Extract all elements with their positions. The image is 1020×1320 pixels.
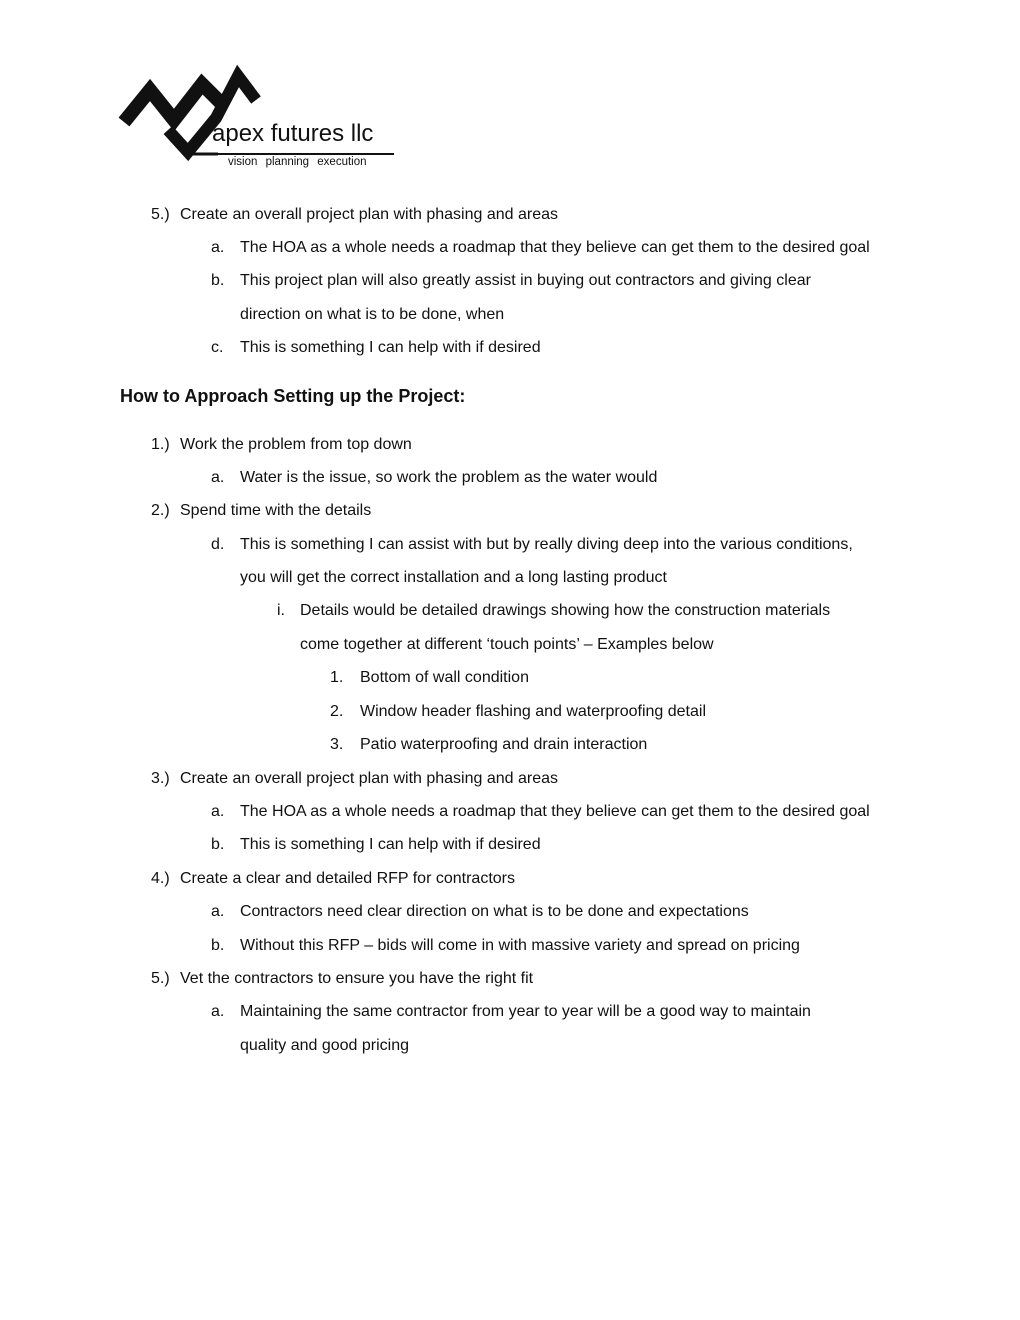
list-item-text: Window header flashing and waterproofing detail	[360, 703, 706, 720]
list-marker: a.	[211, 239, 225, 256]
list-item-text: This is something I can assist with but by really diving deep into the various conditions,	[240, 536, 853, 553]
list-item-text: Work the problem from top down	[180, 436, 412, 453]
list-item-continuation: quality and good pricing	[240, 1037, 410, 1054]
list-marker: a.	[211, 803, 225, 820]
list-marker: i.	[277, 602, 285, 619]
list-marker: 3.	[330, 736, 344, 753]
list-item-continuation: you will get the correct installation and a long lasting product	[240, 569, 667, 586]
list-item-text: Maintaining the same contractor from year to year will be a good way to maintain	[240, 1003, 811, 1020]
list-marker: 2.	[330, 703, 344, 720]
list-item-text: Patio waterproofing and drain interaction	[360, 736, 648, 753]
list-marker: 2.)	[151, 502, 170, 519]
list-item-continuation: come together at different ‘touch points’ – Examples below	[300, 636, 714, 653]
list-marker: b.	[211, 937, 225, 954]
list-marker: 5.)	[151, 970, 170, 987]
list-item-text: Create an overall project plan with phasing and areas	[180, 770, 559, 787]
list-marker: c.	[211, 339, 224, 356]
logo-tagline: vision planning execution	[228, 156, 367, 168]
list-marker: b.	[211, 272, 225, 289]
logo-company-name: apex futures llc	[212, 120, 374, 147]
section-heading: How to Approach Setting up the Project:	[120, 386, 466, 406]
list-marker: a.	[211, 1003, 225, 1020]
list-marker: d.	[211, 536, 225, 553]
list-item-text: This is something I can help with if desired	[240, 836, 541, 853]
list-item-text: Water is the issue, so work the problem as the water would	[240, 469, 658, 486]
list-item-text: This is something I can help with if desired	[240, 339, 541, 356]
list-marker: a.	[211, 469, 225, 486]
list-item-text: Create a clear and detailed RFP for contractors	[180, 870, 515, 887]
list-item-text: Create an overall project plan with phasing and areas	[180, 206, 559, 223]
list-marker: 1.	[330, 669, 344, 686]
list-item-text: Spend time with the details	[180, 502, 372, 519]
list-item-text: Contractors need clear direction on what is to be done and expectations	[240, 903, 749, 920]
list-item-text: This project plan will also greatly assist in buying out contractors and giving clear	[240, 272, 811, 289]
list-item-text: Bottom of wall condition	[360, 669, 529, 686]
list-item-text: Vet the contractors to ensure you have the right fit	[180, 970, 534, 987]
list-marker: b.	[211, 836, 225, 853]
list-marker: a.	[211, 903, 225, 920]
company-logo	[118, 62, 408, 177]
list-item-text: The HOA as a whole needs a roadmap that they believe can get them to the desired goal	[240, 803, 870, 820]
list-marker: 4.)	[151, 870, 170, 887]
list-marker: 5.)	[151, 206, 170, 223]
list-marker: 3.)	[151, 770, 170, 787]
list-item-continuation: direction on what is to be done, when	[240, 306, 505, 323]
list-marker: 1.)	[151, 436, 170, 453]
list-item-text: Details would be detailed drawings showing how the construction materials	[300, 602, 831, 619]
list-item-text: Without this RFP – bids will come in with massive variety and spread on pricing	[240, 937, 800, 954]
list-item-text: The HOA as a whole needs a roadmap that they believe can get them to the desired goal	[240, 239, 870, 256]
